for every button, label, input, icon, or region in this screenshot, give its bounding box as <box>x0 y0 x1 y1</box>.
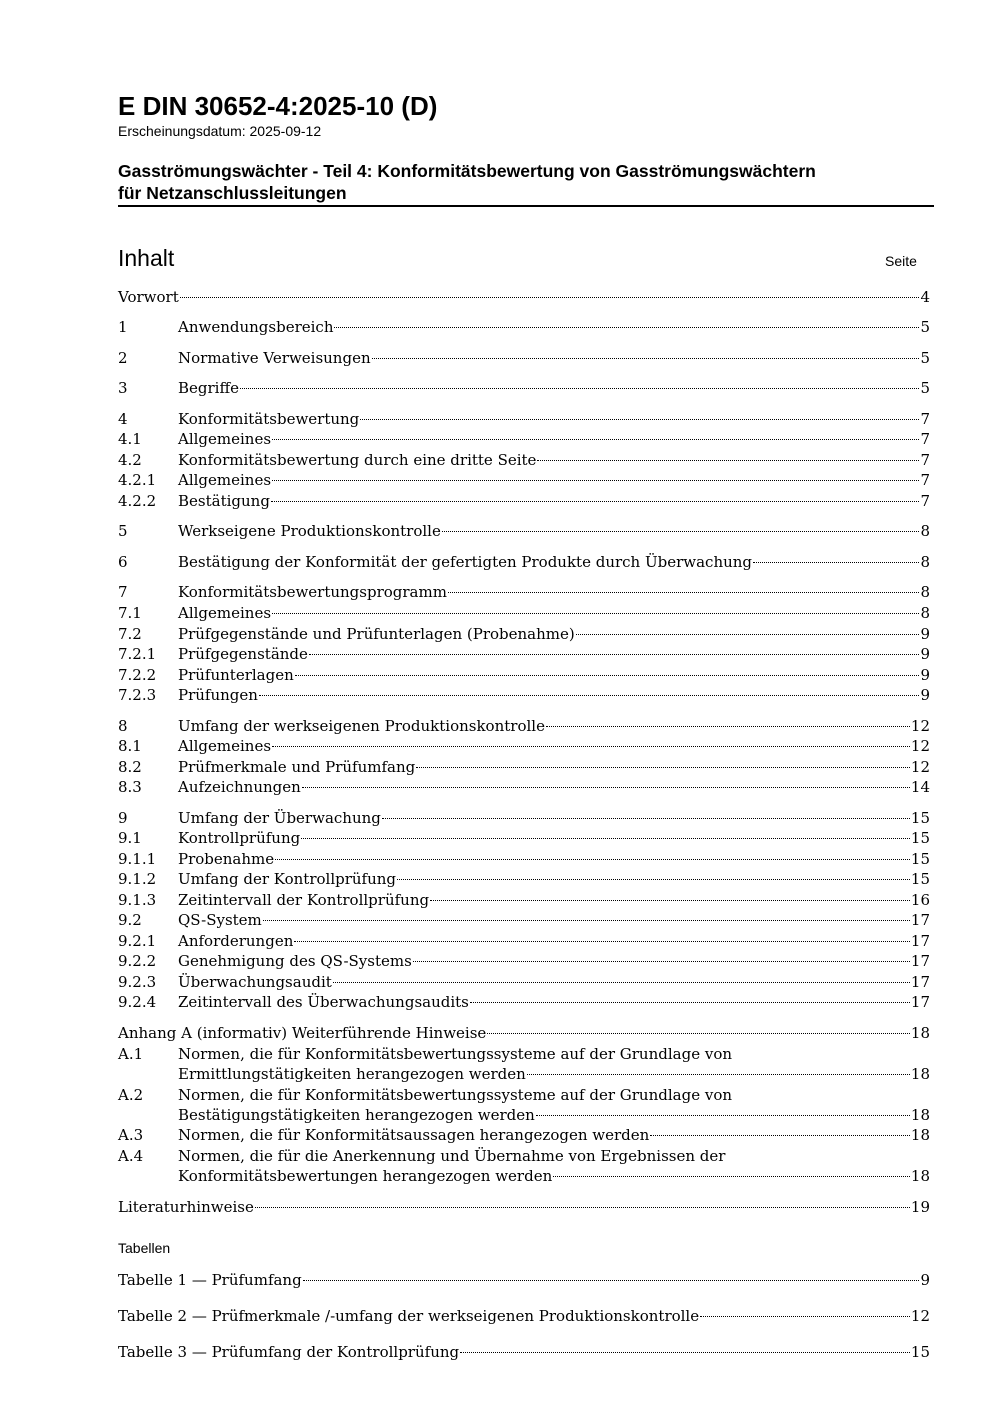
toc-entry-page: 17 <box>910 932 930 950</box>
toc-entry-label: Zeitintervall des Überwachungsaudits <box>178 993 469 1011</box>
toc-entry-number: 4.2.1 <box>118 471 157 489</box>
toc-entry[interactable] <box>118 828 930 848</box>
toc-entry-label: Prüfgegenstände und Prüfunterlagen (Probenahme) <box>178 625 575 643</box>
toc-entry-number: 9.1.1 <box>118 850 157 868</box>
toc-entry-label: Werkseigene Produktionskontrolle <box>178 522 441 540</box>
toc-entry-page: 15 <box>910 809 930 827</box>
toc-entry-number: 8.3 <box>118 778 142 796</box>
dot-leader <box>180 297 920 298</box>
toc-entry-label: Prüfmerkmale und Prüfumfang <box>178 758 416 776</box>
toc-entry-page: 7 <box>920 471 930 489</box>
toc-entry-label: Zeitintervall der Kontrollprüfung <box>178 891 430 909</box>
dot-leader <box>650 1135 910 1136</box>
toc-entry-number: 9.1.2 <box>118 870 157 888</box>
toc-entry-label-line1: Normen, die für Konformitätsbewertungssysteme auf der Grundlage von <box>178 1086 733 1104</box>
toc-entry[interactable] <box>118 808 930 828</box>
toc-entry-label: Genehmigung des QS-Systems <box>178 952 412 970</box>
toc-entry[interactable] <box>118 287 930 307</box>
toc-entry-label: Probenahme <box>178 850 275 868</box>
toc-entry-page: 9 <box>920 645 930 663</box>
toc-entry-number: 7 <box>118 583 128 601</box>
toc-entry-label: Begriffe <box>178 379 240 397</box>
toc-entry[interactable] <box>118 777 930 797</box>
toc-entry-label: Umfang der Kontrollprüfung <box>178 870 397 888</box>
toc-entry-number: 8.1 <box>118 737 142 755</box>
dot-leader <box>301 838 910 839</box>
toc-entry-page: 17 <box>910 952 930 970</box>
dot-leader <box>372 358 920 359</box>
toc-entry-number: A.2 <box>118 1086 144 1104</box>
toc-entry-label: Literaturhinweise <box>118 1198 254 1216</box>
dot-leader <box>255 1207 910 1208</box>
toc-entry-page: 12 <box>910 1307 930 1325</box>
dot-leader <box>272 480 919 481</box>
toc-entry-label: Konformitätsbewertungen herangezogen werden <box>178 1167 553 1185</box>
title-line-1: Gasströmungswächter - Teil 4: Konformitätsbewertung von Gasströmungswächtern <box>118 161 816 181</box>
toc-entry[interactable] <box>118 552 930 572</box>
toc-entry-page: 19 <box>910 1198 930 1216</box>
toc-entry-number: 7.2.2 <box>118 666 157 684</box>
toc-entry[interactable] <box>118 1023 930 1043</box>
toc-entry[interactable] <box>118 429 930 449</box>
toc-entry-page: 12 <box>910 758 930 776</box>
toc-entry[interactable] <box>118 521 930 541</box>
dot-leader <box>334 327 919 328</box>
document-title <box>118 160 934 204</box>
toc-entry[interactable] <box>118 603 930 623</box>
toc-entry-page: 16 <box>910 891 930 909</box>
toc-entry[interactable] <box>118 491 930 511</box>
toc-entry-label: Normative Verweisungen <box>178 349 371 367</box>
dot-leader <box>271 501 920 502</box>
dot-leader <box>259 695 920 696</box>
toc-entry[interactable] <box>118 890 930 910</box>
toc-entry-page: 18 <box>910 1126 930 1144</box>
toc-entry-label: Tabelle 2 — Prüfmerkmale /-umfang der werkseigenen Produktionskontrolle <box>118 1307 700 1325</box>
dot-leader <box>309 654 920 655</box>
toc-entry-number: A.1 <box>118 1045 144 1063</box>
dot-leader <box>382 818 910 819</box>
toc-entry-number: 4.2 <box>118 451 142 469</box>
toc-entry-label: Kontrollprüfung <box>178 829 301 847</box>
toc-entry-number: 7.2 <box>118 625 142 643</box>
toc-entry-page: 18 <box>910 1167 930 1185</box>
toc-entry-page: 7 <box>920 430 930 448</box>
toc-entry-page: 4 <box>920 288 930 306</box>
toc-entry[interactable] <box>118 1166 930 1186</box>
dot-leader <box>537 460 919 461</box>
dot-leader <box>272 613 919 614</box>
toc-entry[interactable] <box>118 931 930 951</box>
toc-entry[interactable] <box>118 409 930 429</box>
toc-entry-page: 15 <box>910 1343 930 1361</box>
toc-entry-number: 6 <box>118 553 128 571</box>
dot-leader <box>442 531 920 532</box>
toc-entry-page: 17 <box>910 993 930 1011</box>
toc-entry[interactable] <box>118 665 930 685</box>
toc-entry-page: 9 <box>920 686 930 704</box>
toc-entry-number: 7.1 <box>118 604 142 622</box>
toc-entry-page: 9 <box>920 625 930 643</box>
toc-entry[interactable] <box>118 317 930 337</box>
toc-entry-page: 18 <box>910 1024 930 1042</box>
dot-leader <box>576 634 920 635</box>
toc-entry-number: 3 <box>118 379 128 397</box>
dot-leader <box>302 787 910 788</box>
toc-entry-number: 1 <box>118 318 128 336</box>
toc-entry-page: 17 <box>910 911 930 929</box>
toc-entry-label: Tabelle 3 — Prüfumfang der Kontrollprüfung <box>118 1343 460 1361</box>
toc-entry[interactable] <box>118 1064 930 1084</box>
toc-entry[interactable] <box>118 869 930 889</box>
toc-entry-label: Allgemeines <box>178 430 272 448</box>
toc-entry-page: 8 <box>920 583 930 601</box>
toc-entry-label: Allgemeines <box>178 604 272 622</box>
toc-entry-label: Konformitätsbewertungsprogramm <box>178 583 447 601</box>
dot-leader <box>536 1115 910 1116</box>
toc-entry-label: Anforderungen <box>178 932 294 950</box>
toc-page-column-label: Seite <box>885 253 917 269</box>
toc-entry-label: Tabelle 1 — Prüfumfang <box>118 1271 302 1289</box>
toc-entry-number: 9.2.2 <box>118 952 157 970</box>
toc-entry-number: 2 <box>118 349 128 367</box>
toc-entry-number: 5 <box>118 522 128 540</box>
title-divider <box>118 205 934 207</box>
toc-entry-page: 15 <box>910 829 930 847</box>
dot-leader <box>275 859 910 860</box>
toc-entry-page: 15 <box>910 850 930 868</box>
toc-entry-number: 9.1.3 <box>118 891 157 909</box>
toc-entry[interactable] <box>118 348 930 368</box>
dot-leader <box>272 746 910 747</box>
toc-entry[interactable] <box>118 849 930 869</box>
dot-leader <box>546 726 910 727</box>
toc-entry-number: 8 <box>118 717 128 735</box>
toc-entry-label: Prüfungen <box>178 686 258 704</box>
toc-entry[interactable] <box>118 951 930 971</box>
dot-leader <box>470 1002 910 1003</box>
toc-entry-number: 4.2.2 <box>118 492 157 510</box>
toc-entry-label: Bestätigung der Konformität der gefertigten Produkte durch Überwachung <box>178 553 753 571</box>
dot-leader <box>460 1352 910 1353</box>
toc-entry-label: Konformitätsbewertung <box>178 410 360 428</box>
toc-entry[interactable] <box>118 378 930 398</box>
toc-entry-page: 12 <box>910 717 930 735</box>
dot-leader <box>553 1176 910 1177</box>
toc-entry[interactable] <box>118 1342 930 1362</box>
toc-entry-label-line1: Normen, die für Konformitätsbewertungssysteme auf der Grundlage von <box>178 1045 733 1063</box>
toc-entry[interactable] <box>118 644 930 664</box>
toc-entry[interactable] <box>118 1197 930 1217</box>
toc-entry-label: QS-System <box>178 911 262 929</box>
toc-entry-page: 8 <box>920 604 930 622</box>
toc-entry-page: 5 <box>920 379 930 397</box>
toc-entry[interactable] <box>118 685 930 705</box>
toc-entry-number: 4 <box>118 410 128 428</box>
toc-entry[interactable] <box>118 736 930 756</box>
publication-date: Erscheinungsdatum: 2025-09-12 <box>118 123 322 139</box>
toc-entry-number: A.3 <box>118 1126 144 1144</box>
dot-leader <box>487 1033 910 1034</box>
toc-entry-label: Bestätigung <box>178 492 270 510</box>
dot-leader <box>416 767 910 768</box>
dot-leader <box>430 900 910 901</box>
toc-entry-page: 5 <box>920 349 930 367</box>
toc-entry-page: 12 <box>910 737 930 755</box>
toc-entry-label: Umfang der werkseigenen Produktionskontrolle <box>178 717 545 735</box>
toc-entry-label-line1: Normen, die für die Anerkennung und Übernahme von Ergebnissen der <box>178 1147 726 1165</box>
toc-heading: Inhalt <box>118 245 175 271</box>
title-line-2: für Netzanschlussleitungen <box>118 183 347 203</box>
toc-entry-page: 8 <box>920 522 930 540</box>
dot-leader <box>413 961 910 962</box>
toc-entry[interactable] <box>118 992 930 1012</box>
toc-entry-page: 9 <box>920 666 930 684</box>
toc-entry[interactable] <box>118 910 930 930</box>
toc-entry-number: 9.1 <box>118 829 142 847</box>
toc-entry[interactable] <box>118 1306 930 1326</box>
toc-entry-number: 8.2 <box>118 758 142 776</box>
toc-entry-number: 7.2.3 <box>118 686 157 704</box>
toc-entry-page: 7 <box>920 451 930 469</box>
toc-entry-page: 5 <box>920 318 930 336</box>
dot-leader <box>263 920 910 921</box>
toc-entry-page: 7 <box>920 492 930 510</box>
dot-leader <box>753 562 919 563</box>
toc-entry-label: Ermittlungstätigkeiten herangezogen werden <box>178 1065 526 1083</box>
toc-entry[interactable] <box>118 972 930 992</box>
dot-leader <box>303 1280 920 1281</box>
toc-entry-number: 9.2 <box>118 911 142 929</box>
toc-entry-page: 15 <box>910 870 930 888</box>
toc-entry-page: 7 <box>920 410 930 428</box>
toc-entry-label: Aufzeichnungen <box>178 778 301 796</box>
toc-entry[interactable] <box>118 757 930 777</box>
toc-entry-page: 8 <box>920 553 930 571</box>
toc-entry-label: Normen, die für Konformitätsaussagen herangezogen werden <box>178 1126 650 1144</box>
toc-entry-page: 17 <box>910 973 930 991</box>
toc-entry-number: 9.2.3 <box>118 973 157 991</box>
dot-leader <box>294 941 910 942</box>
toc-entry[interactable] <box>118 716 930 736</box>
toc-entry-label: Prüfgegenstände <box>178 645 308 663</box>
toc-entry-page: 14 <box>910 778 930 796</box>
toc-entry-page: 18 <box>910 1065 930 1083</box>
toc-entry[interactable] <box>118 1125 930 1145</box>
toc-entry[interactable] <box>118 624 930 644</box>
toc-entry-label: Allgemeines <box>178 737 272 755</box>
toc-entry-number: 9.2.4 <box>118 993 157 1011</box>
dot-leader <box>240 388 919 389</box>
toc-entry-label: Anwendungsbereich <box>178 318 334 336</box>
toc-entry-page: 18 <box>910 1106 930 1124</box>
toc-entry-label: Überwachungsaudit <box>178 973 332 991</box>
toc-entry-label: Anhang A (informativ) Weiterführende Hinweise <box>118 1024 487 1042</box>
document-id: E DIN 30652-4:2025-10 (D) <box>118 91 438 121</box>
toc-entry[interactable] <box>118 470 930 490</box>
toc-entry[interactable] <box>118 450 930 470</box>
toc-entry[interactable] <box>118 582 930 602</box>
dot-leader <box>360 419 919 420</box>
toc-entry[interactable] <box>118 1270 930 1290</box>
dot-leader <box>397 879 910 880</box>
toc-entry-page: 9 <box>920 1271 930 1289</box>
toc-entry-label: Allgemeines <box>178 471 272 489</box>
toc-entry-label: Vorwort <box>118 288 179 306</box>
dot-leader <box>272 439 919 440</box>
dot-leader <box>700 1316 910 1317</box>
toc-entry-number: 9.2.1 <box>118 932 157 950</box>
toc-entry-label: Umfang der Überwachung <box>178 809 381 827</box>
tables-heading: Tabellen <box>118 1240 171 1256</box>
toc-entry-label: Prüfunterlagen <box>178 666 294 684</box>
toc-entry-number: 7.2.1 <box>118 645 157 663</box>
dot-leader <box>295 675 920 676</box>
toc-entry-number: 4.1 <box>118 430 142 448</box>
dot-leader <box>448 592 920 593</box>
dot-leader <box>333 982 910 983</box>
toc-entry-number: A.4 <box>118 1147 144 1165</box>
dot-leader <box>527 1074 910 1075</box>
toc-entry[interactable] <box>118 1105 930 1125</box>
toc-entry-number: 9 <box>118 809 128 827</box>
toc-entry-label: Konformitätsbewertung durch eine dritte Seite <box>178 451 537 469</box>
toc-entry-label: Bestätigungstätigkeiten herangezogen werden <box>178 1106 535 1124</box>
